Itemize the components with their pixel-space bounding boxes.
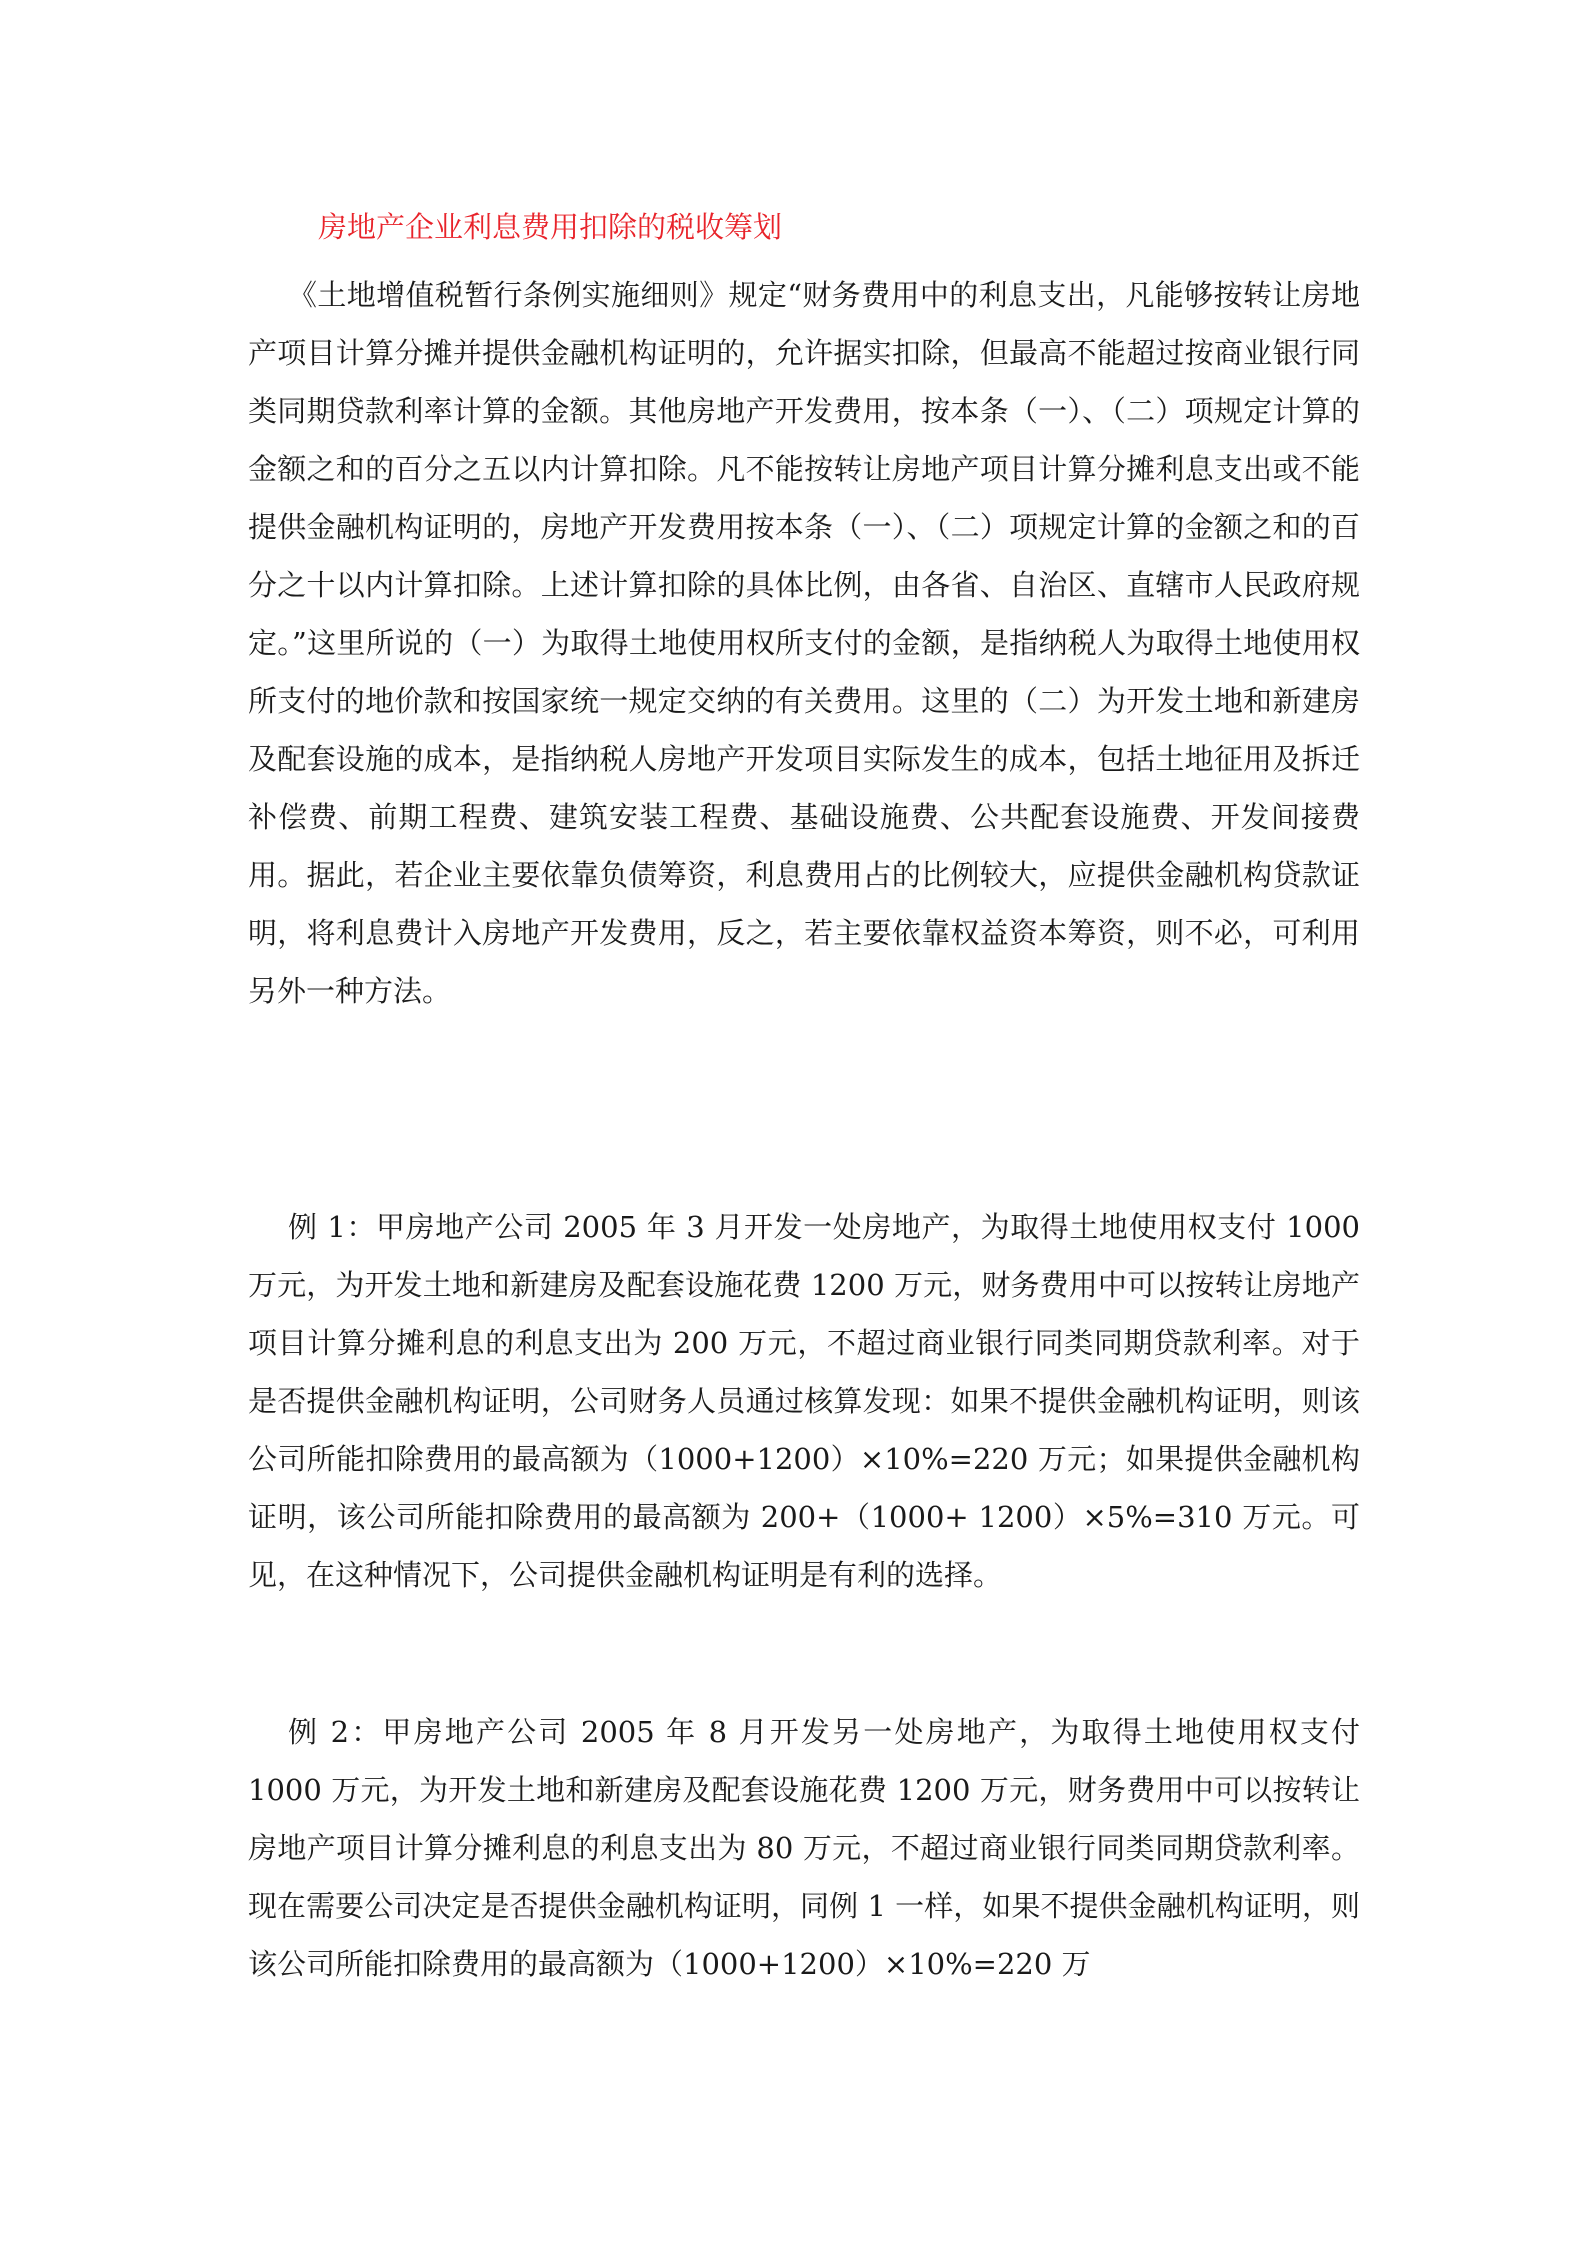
paragraph-example-2: 例 2：甲房地产公司 2005 年 8 月开发另一处房地产，为取得土地使用权支付 1000 万元，为开发土地和新建房及配套设施花费 1200 万元，财务费用中可以按转让房地产项目计算分摊利息的利息支出为 80 万元，不超过商业银行同类同期贷款利率。现在需要公司决定是否提供金融机构证明，同例 1 一样，如果不提供金融机构证明，则该公司所能扣除费用的最高额为（1000+1200）×10%=220 万 <box>248 1715 1360 1981</box>
document-title: 房地产企业利息费用扣除的税收筹划 <box>318 210 783 244</box>
paragraph-regulation: 《土地增值税暂行条例实施细则》规定“财务费用中的利息支出，凡能够按转让房地产项目计算分摊并提供金融机构证明的，允许据实扣除，但最高不能超过按商业银行同类同期贷款利率计算的金额。其他房地产开发费用，按本条（一）、（二）项规定计算的金额之和的百分之五以内计算扣除。凡不能按转让房地产项目计算分摊利息支出或不能提供金融机构证明的，房地产开发费用按本条（一）、（二）项规定计算的金额之和的百分之十以内计算扣除。上述计算扣除的具体比例，由各省、自治区、直辖市人民政府规定。”这里所说的（一）为取得土地使用权所支付的金额，是指纳税人为取得土地使用权所支付的地价款和按国家统一规定交纳的有关费用。这里的（二）为开发土地和新建房及配套设施的成本，是指纳税人房地产开发项目实际发生的成本，包括土地征用及拆迁补偿费、前期工程费、建筑安装工程费、基础设施费、公共配套设施费、开发间接费用。据此，若企业主要依靠负债筹资，利息费用占的比例较大，应提供金融机构贷款证明，将利息费计入房地产开发费用，反之，若主要依靠权益资本筹资，则不必，可利用另外一种方法。 <box>248 278 1360 1008</box>
paragraph-example-1: 例 1：甲房地产公司 2005 年 3 月开发一处房地产，为取得土地使用权支付 1000 万元，为开发土地和新建房及配套设施花费 1200 万元，财务费用中可以按转让房地产项目计算分摊利息的利息支出为 200 万元，不超过商业银行同类同期贷款利率。对于是否提供金融机构证明，公司财务人员通过核算发现：如果不提供金融机构证明，则该公司所能扣除费用的最高额为（1000+1200）×10%=220 万元；如果提供金融机构证明，该公司所能扣除费用的最高额为 200+（1000+ 1200）×5%=310 万元。可见，在这种情况下，公司提供金融机构证明是有利的选择。 <box>248 1210 1360 1592</box>
